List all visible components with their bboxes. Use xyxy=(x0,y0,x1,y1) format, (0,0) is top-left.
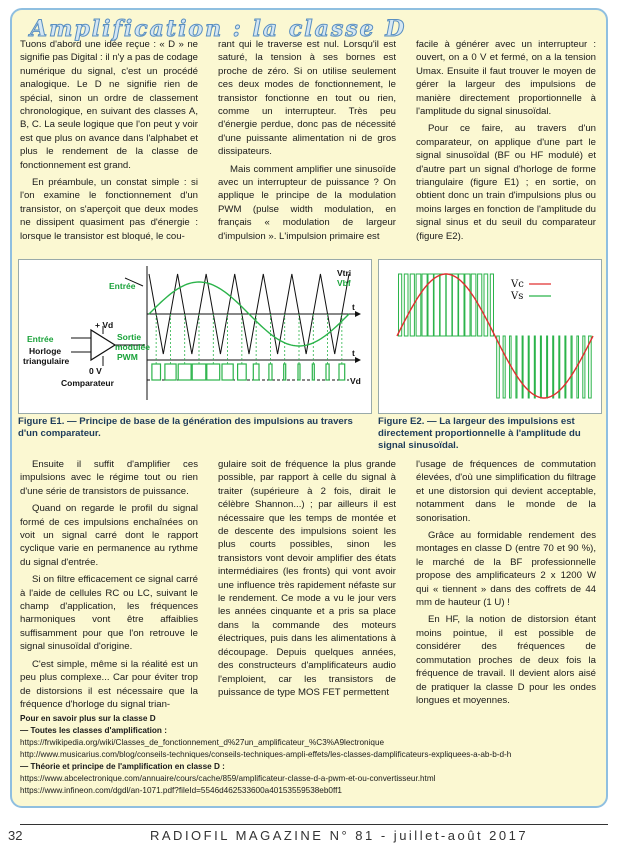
vs-pulse xyxy=(540,336,541,398)
pwm-pulse xyxy=(152,364,161,380)
vs-pulse xyxy=(404,274,408,336)
vs-pulse xyxy=(484,274,488,336)
pwm-pulse xyxy=(269,364,272,380)
pwm-pulses xyxy=(152,314,345,380)
vs-pulse xyxy=(516,336,517,398)
vs-pulse xyxy=(465,274,470,336)
page-footer xyxy=(0,818,628,848)
pwm-pulse xyxy=(312,364,314,380)
magazine-info: RADIOFIL MAGAZINE N° 81 - juillet-août 2017 xyxy=(150,828,529,843)
label-t1: t xyxy=(352,302,355,312)
paragraph: Si on filtre efficacement ce signal carré à l'aide de cellules RC ou LC, suivant le champ d'application, les fréquences harmoniques vont être affaiblies suffisamment pour que l'on retrouve le signal sinusoïdal d'origine. xyxy=(20,574,198,653)
pwm-pulse xyxy=(222,364,233,380)
figure-e2 xyxy=(378,259,602,414)
paragraph: facile à générer avec un interrupteur : ouvert, on a 0 V et fermé, on a la tension Umax. Ensuite il faut trouver le moyen de gérer la largeur des impulsions de manière directement proportionnelle à l'amplitude du signal sinusoïdal. xyxy=(416,39,596,118)
arrow-icon xyxy=(355,357,361,363)
text-column-4 xyxy=(20,458,198,715)
pwm-pulse xyxy=(339,364,345,380)
label-pwm: PWM xyxy=(117,352,138,362)
paragraph: Mais comment amplifier une sinusoïde avec un interrupteur de puissance ? On applique le principe de la modulation PWM (pulse width modulation, en français « modulation de largeur d'impulsion ». L'impulsion primaire est xyxy=(218,163,396,242)
reference-link[interactable]: https://www.abcelectronique.com/annuaire/cours/cache/859/amplificateur-classe-d-a-pwm-et-ou-convertisseur.html xyxy=(20,774,436,783)
references-heading: Pour en savoir plus sur la classe D xyxy=(20,714,156,723)
vs-pulse xyxy=(497,336,500,398)
reference-link[interactable]: https://www.infineon.com/dgdl/an-1071.pdf?fileId=5546d462533600a40153559538eb0ff1 xyxy=(20,786,342,795)
text-column-1 xyxy=(20,38,198,247)
vs-pulse xyxy=(528,336,529,398)
legend-vc: Vc xyxy=(511,279,524,290)
paragraph: Pour ce faire, au travers d'un comparateur, on applique d'une part le signal sinusoïdal (BF ou HF modulé) et d'autre part un signal d'horloge de forme triangulaire (figure E1) ; en sortie, on obtient donc un train d'impulsions plus ou moins larges en fonction de l'amplitude du signal sinus et du seuil du comparateur (figure E2). xyxy=(416,123,596,242)
text-column-5 xyxy=(218,458,396,703)
paragraph: gulaire soit de fréquence la plus grande possible, par rapport à celle du signal à traiter (supérieure à 2 fois, dirait le célèbre Shannon...) ; par ailleurs il est nécessaire que les temps de montée et de descente des impulsions soient les plus courts possibles, sinon les transistors vont devoir amplifier des états intermédiaires (les fronts) qui vont avoir une influence très rapidement néfaste sur le rendement. Ce mode a vu le jour vers les années cinquante et a pris sa place dans la commande des moteurs électriques, puis dans les alimentations à découpage. Depuis quelques années, des constructeurs d'amplificateurs audio l'emploient, car les transistors de puissance de type MOS FET permettent xyxy=(218,459,396,698)
article-title: Amplification : la classe D xyxy=(30,16,407,42)
label-vtri: Vtri xyxy=(337,268,352,278)
vs-pulse xyxy=(434,274,440,336)
references-group-2-title: — Théorie et principe de l'amplification en classe D : xyxy=(20,762,225,771)
label-vbf: Vbf xyxy=(337,278,351,288)
vs-pulse xyxy=(446,274,452,336)
pwm-waveforms xyxy=(397,274,593,398)
pwm-pulse xyxy=(326,364,329,380)
vs-pulse xyxy=(471,274,476,336)
vs-pulse xyxy=(547,336,548,398)
comparator-symbol xyxy=(91,330,115,360)
paragraph: l'usage de fréquences de commutation élevées, d'où une simplification du filtrage et une distorsion qui devient acceptable, notamment dans le monde de la sonorisation. xyxy=(416,459,596,524)
pwm-pulse xyxy=(178,364,191,380)
pwm-pulse xyxy=(284,364,286,380)
paragraph: Quand on regarde le profil du signal formé de ces impulsions enchaînées on voit un signal carré dont le rapport cyclique varie en permanence au rythme du signal d'entrée. xyxy=(20,503,198,568)
vs-pulse xyxy=(440,274,446,336)
paragraph: En HF, la notion de distorsion étant moins pointue, il est possible de considérer des fréquences de commutation proches de deux fois la fréquence de travail. Il devient alors aisé de pratiquer la classe D pour les ondes longues et moyennes. xyxy=(416,614,596,706)
figure-e1 xyxy=(18,259,372,414)
figure-e2-diagram xyxy=(379,260,601,413)
text-column-2 xyxy=(218,38,396,247)
vs-pulse xyxy=(416,274,421,336)
vs-pulse xyxy=(503,336,505,398)
label-modulee: modulée xyxy=(115,342,150,352)
vs-pulse xyxy=(583,336,585,398)
vs-pulse xyxy=(553,336,554,398)
vs-pulse xyxy=(559,336,560,398)
label-comparateur: Comparateur xyxy=(61,378,114,388)
paragraph: En préambule, un constat simple : si l'on examine le fonctionnement d'un transistor, on s'aperçoit que deux modes ne dissipent quasiment pas d'énergie : lorsque le transistor est bloqué, le cou- xyxy=(20,177,198,242)
pwm-pulse xyxy=(253,364,259,380)
vs-pulse xyxy=(452,274,458,336)
reference-link[interactable]: https://frwikipedia.org/wiki/Classes_de_fonctionnement_d%27un_amplificateur_%C3%A9lectronique xyxy=(20,738,385,747)
reference-link[interactable]: http://www.musicarius.com/blog/conseils-techniques/conseils-techniques-ampli-effets/les-classes-damplificateurs-expliquees-a-ab-b-d-h xyxy=(20,750,512,759)
references-group-1-title: — Toutes les classes d'amplification : xyxy=(20,726,167,735)
page-number: 32 xyxy=(8,828,23,843)
label-horloge: Horloge xyxy=(29,346,62,356)
label-entree-top: Entrée xyxy=(109,281,136,291)
figure-e2-caption: Figure E2. — La largeur des impulsions est directement proportionnelle à l'amplitude du signal sinusoïdal. xyxy=(378,416,581,451)
figure-e1-diagram xyxy=(19,260,371,413)
vs-pulse xyxy=(422,274,427,336)
label-plus-vd: + Vd xyxy=(95,320,114,330)
label-entree: Entrée xyxy=(27,334,54,344)
label-zero-v: 0 V xyxy=(89,366,102,376)
label-vd: Vd xyxy=(350,376,361,386)
pwm-pulse xyxy=(165,364,176,380)
footer-rule xyxy=(20,824,608,825)
label-sortie: Sortie xyxy=(117,332,142,342)
vs-pulse xyxy=(571,336,572,398)
paragraph: Tuons d'abord une idée reçue : « D » ne signifie pas Digital : il n'y a pas de codage numérique du signal, c'est un procédé analogique. Le D ne signifie rien de spécial, sinon un ordre de classement chronologique, en suivant des classes A, B, C. La seule logique que l'on peut y voir est que plus on avance dans l'alphabet et plus le rendement de la classe de fonctionnement est grand. xyxy=(20,39,198,171)
paragraph: Grâce au formidable rendement des montages en classe D (entre 70 et 90 %), le marché de la BF professionnelle propose des amplificateurs 2 x 1200 W qui « tiennent » dans des coffrets de 44 mm de hauteur (1 U) ! xyxy=(416,530,596,609)
references-box xyxy=(20,713,600,797)
label-triangulaire: triangulaire xyxy=(23,356,70,366)
arrow-icon xyxy=(355,311,361,317)
paragraph: Ensuite il suffit d'amplifier ces impulsions avec le régime tout ou rien d'une série de transistors de puissance. xyxy=(20,459,198,497)
pwm-pulse xyxy=(298,364,300,380)
paragraph: rant qui le traverse est nul. Lorsqu'il est saturé, la tension à ses bornes est proche de zéro. Si on utilise seulement ces deux modes de fonctionnement, le transistor fonctionne en tout ou rien, comme un interrupteur. Très peu d'énergie perdue, donc pas de nécessité d'une puissante alimentation ni de gros dissipateurs. xyxy=(218,39,396,158)
legend-vs: Vs xyxy=(511,291,524,302)
vs-pulse xyxy=(565,336,566,398)
vs-pulse xyxy=(534,336,535,398)
vs-pulse xyxy=(522,336,523,398)
paragraph: C'est simple, même si la réalité est un peu plus complexe... Car pour éviter trop de distorsions il est nécessaire que la fréquence d'horloge du signal trian- xyxy=(20,658,198,710)
pwm-pulse xyxy=(192,364,206,380)
text-column-3 xyxy=(416,38,596,247)
label-t2: t xyxy=(352,348,355,358)
pwm-pulse xyxy=(207,364,220,380)
pwm-pulse xyxy=(238,364,247,380)
figure-e1-caption: Figure E1. — Principe de base de la génération des impulsions au travers d'un comparateur. xyxy=(18,416,353,439)
text-column-6 xyxy=(416,458,596,711)
